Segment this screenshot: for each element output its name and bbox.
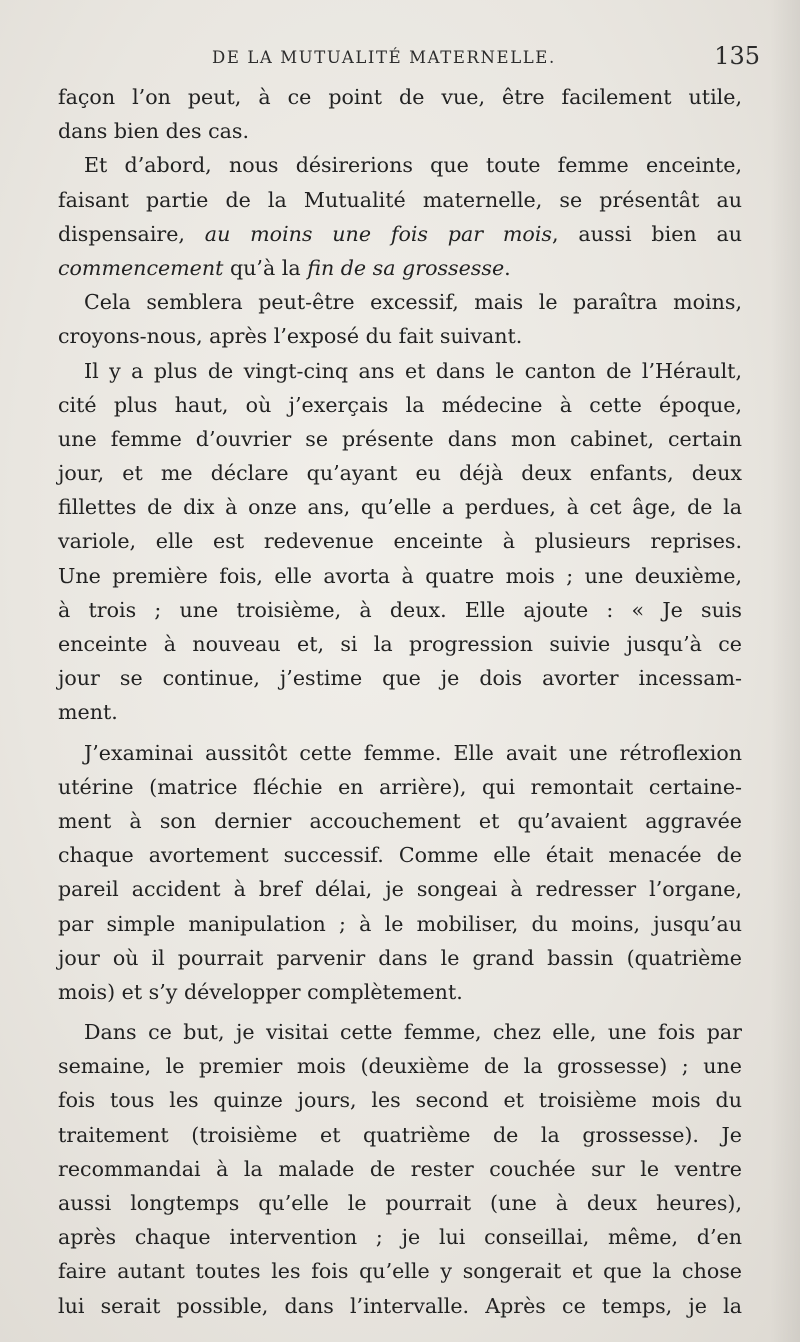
italic-phrase: fin de sa grossesse [307,255,505,280]
text-segment: qu’à la [223,255,308,280]
text-line: pareil accident à bref délai, je songeai à redresser l’organe, [58,877,742,902]
paragraph-3 [58,285,742,353]
text-line: lui serait possible, dans l’intervalle. Après ce temps, je la [58,1293,742,1318]
text-line: faire autant toutes les fois qu’elle y songerait et que la chose [58,1259,742,1284]
text-line: mois) et s’y développer complètement. [58,979,463,1004]
text-line: enceinte à nouveau et, si la progression suivie jusqu’à ce [58,632,742,656]
text-line: après chaque intervention ; je lui conseillai, même, d’en [58,1225,742,1250]
italic-phrase: commencement [58,255,224,280]
text-line: façon l’on peut, à ce point de vue, être facilement utile, [58,85,742,109]
text-line: Dans ce but, je visitai cette femme, chez elle, une fois par [84,1020,742,1045]
text-line: variole, elle est redevenue enceinte à plusieurs reprises. [58,529,742,554]
italic-phrase: au moins une fois par mois [204,221,552,246]
page-edge-shadow [770,0,800,1342]
text-line: recommandai à la malade de rester couchée sur le ventre [58,1156,742,1181]
text-line: traitement (troisième et quatrième de la grossesse). Je [58,1122,742,1147]
text-line: Et d’abord, nous désirerions que toute femme enceinte, [84,153,742,178]
text-line: utérine (matrice fléchie en arrière), qui remontait certaine- [58,774,742,799]
paragraph-4 [58,354,742,730]
text-line: ment à son dernier accouchement et qu’avaient aggravée [58,808,742,833]
text-line: faisant partie de la Mutualité maternelle, se présentât au [58,187,742,212]
text-line: cité plus haut, où j’exerçais la médecine à cette époque, [58,392,742,417]
text-line: dans bien des cas. [58,119,250,144]
running-title: DE LA MUTUALITÉ MATERNELLE. [212,48,556,67]
paragraph-1 [58,80,742,148]
text-segment: , aussi bien au [552,221,742,246]
text-line: fillettes de dix à onze ans, qu’elle a perdues, à cet âge, de la [58,495,742,520]
text-line: jour où il pourrait parvenir dans le grand bassin (quatrième [58,945,742,970]
text-line: ment. [58,700,118,725]
text-line: semaine, le premier mois (deuxième de la grossesse) ; une [58,1054,742,1079]
text-line: jour se continue, j’estime que je dois avorter incessam- [58,666,742,691]
text-line: à trois ; une troisième, à deux. Elle ajoute : « Je suis [58,597,742,622]
text-line: par simple manipulation ; à le mobiliser, du moins, jusqu’au [58,911,742,936]
page-number: 135 [714,42,760,70]
paragraph-6 [58,1015,742,1323]
text-line: Une première fois, elle avorta à quatre mois ; une deuxième, [58,563,742,588]
text-line: croyons-nous, après l’exposé du fait suivant. [58,324,523,349]
text-line [58,217,742,251]
body-text [58,80,742,1323]
text-line: chaque avortement successif. Comme elle était menacée de [58,843,742,868]
text-line: une femme d’ouvrier se présente dans mon cabinet, certain [58,426,742,451]
text-line [58,251,742,285]
text-segment: . [504,255,511,280]
text-line: aussi longtemps qu’elle le pourrait (une à deux heures), [58,1191,742,1215]
text-line: jour, et me déclare qu’ayant eu déjà deux enfants, deux [58,461,742,486]
text-line: Il y a plus de vingt-cinq ans et dans le canton de l’Hérault, [84,358,742,383]
text-line: fois tous les quinze jours, les second et troisième mois du [58,1088,742,1113]
paragraph-2 [58,148,742,285]
text-line: J’examinai aussitôt cette femme. Elle avait une rétroflexion [84,740,742,765]
text-segment: dispensaire, [58,221,205,246]
page-header [212,42,760,76]
text-line: Cela semblera peut-être excessif, mais le paraîtra moins, [84,290,742,315]
paragraph-5 [58,736,742,1010]
